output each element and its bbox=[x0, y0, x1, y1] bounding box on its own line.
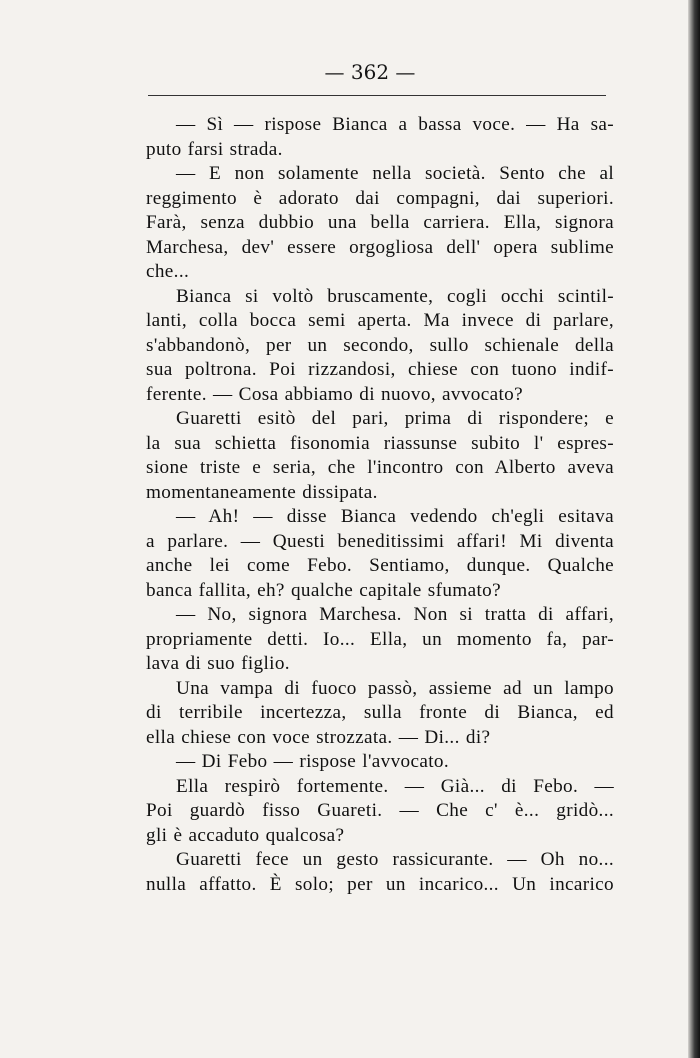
text-line: momentaneamente dissipata. bbox=[146, 481, 378, 503]
text-line: Marchesa, dev' essere orgogliosa dell' opera sublime bbox=[146, 236, 614, 258]
text-line: — Sì — rispose Bianca a bassa voce. — Ha sa- bbox=[176, 114, 614, 135]
text-line: lava di suo figlio. bbox=[146, 653, 290, 674]
text-line: sione triste e seria, che l'incontro con Alberto aveva bbox=[146, 457, 614, 478]
text-line: lanti, colla bocca semi aperta. Ma invece di parlare, bbox=[146, 310, 614, 331]
text-line: Poi guardò fisso Guareti. — Che c' è... gridò... bbox=[146, 800, 614, 821]
text-line: Ella respirò fortemente. — Già... di Febo. — bbox=[176, 775, 614, 797]
text-line: a parlare. — Questi beneditissimi affari! Mi diventa bbox=[146, 530, 614, 552]
header-rule bbox=[148, 95, 606, 96]
scan-edge-shadow bbox=[688, 0, 700, 1058]
text-line: banca fallita, eh? qualche capitale sfumato? bbox=[146, 579, 501, 601]
text-line: Farà, senza dubbio una bella carriera. Ella, signora bbox=[146, 212, 614, 233]
text-line: ferente. — Cosa abbiamo di nuovo, avvocato? bbox=[146, 383, 523, 405]
text-line: Bianca si voltò bruscamente, cogli occhi scintil- bbox=[176, 285, 614, 307]
text-line: — E non solamente nella società. Sento che al bbox=[176, 163, 614, 184]
text-line: la sua schietta fisonomia riassunse subito l' espres- bbox=[146, 432, 614, 454]
text-line: — Ah! — disse Bianca vedendo ch'egli esitava bbox=[176, 506, 614, 527]
text-line: che... bbox=[146, 261, 190, 282]
text-line: nulla affatto. È solo; per un incarico... Un incarico bbox=[146, 873, 614, 895]
page-number: — 362 — bbox=[324, 60, 416, 84]
text-line: Una vampa di fuoco passò, assieme ad un lampo bbox=[176, 677, 614, 699]
text-line: anche lei come Febo. Sentiamo, dunque. Qualche bbox=[146, 555, 614, 576]
body-text bbox=[146, 113, 614, 897]
text-line: s'abbandonò, per un secondo, sullo schienale della bbox=[146, 334, 614, 356]
text-line: — Di Febo — rispose l'avvocato. bbox=[176, 751, 449, 772]
text-line: Guaretti fece un gesto rassicurante. — Oh no... bbox=[176, 849, 614, 870]
text-line: gli è accaduto qualcosa? bbox=[146, 824, 345, 846]
text-line: reggimento è adorato dai compagni, dai superiori. bbox=[146, 187, 614, 209]
text-line: di terribile incertezza, sulla fronte di Bianca, ed bbox=[146, 702, 614, 723]
text-line: puto farsi strada. bbox=[146, 138, 283, 160]
text-line: sua poltrona. Poi rizzandosi, chiese con tuono indif- bbox=[146, 359, 614, 380]
text-line: propriamente detti. Io... Ella, un momento fa, par- bbox=[146, 628, 614, 650]
text-line: — No, signora Marchesa. Non si tratta di affari, bbox=[176, 604, 614, 625]
text-line: Guaretti esitò del pari, prima di rispondere; e bbox=[176, 408, 614, 429]
text-line: ella chiese con voce strozzata. — Di... di? bbox=[146, 726, 491, 748]
